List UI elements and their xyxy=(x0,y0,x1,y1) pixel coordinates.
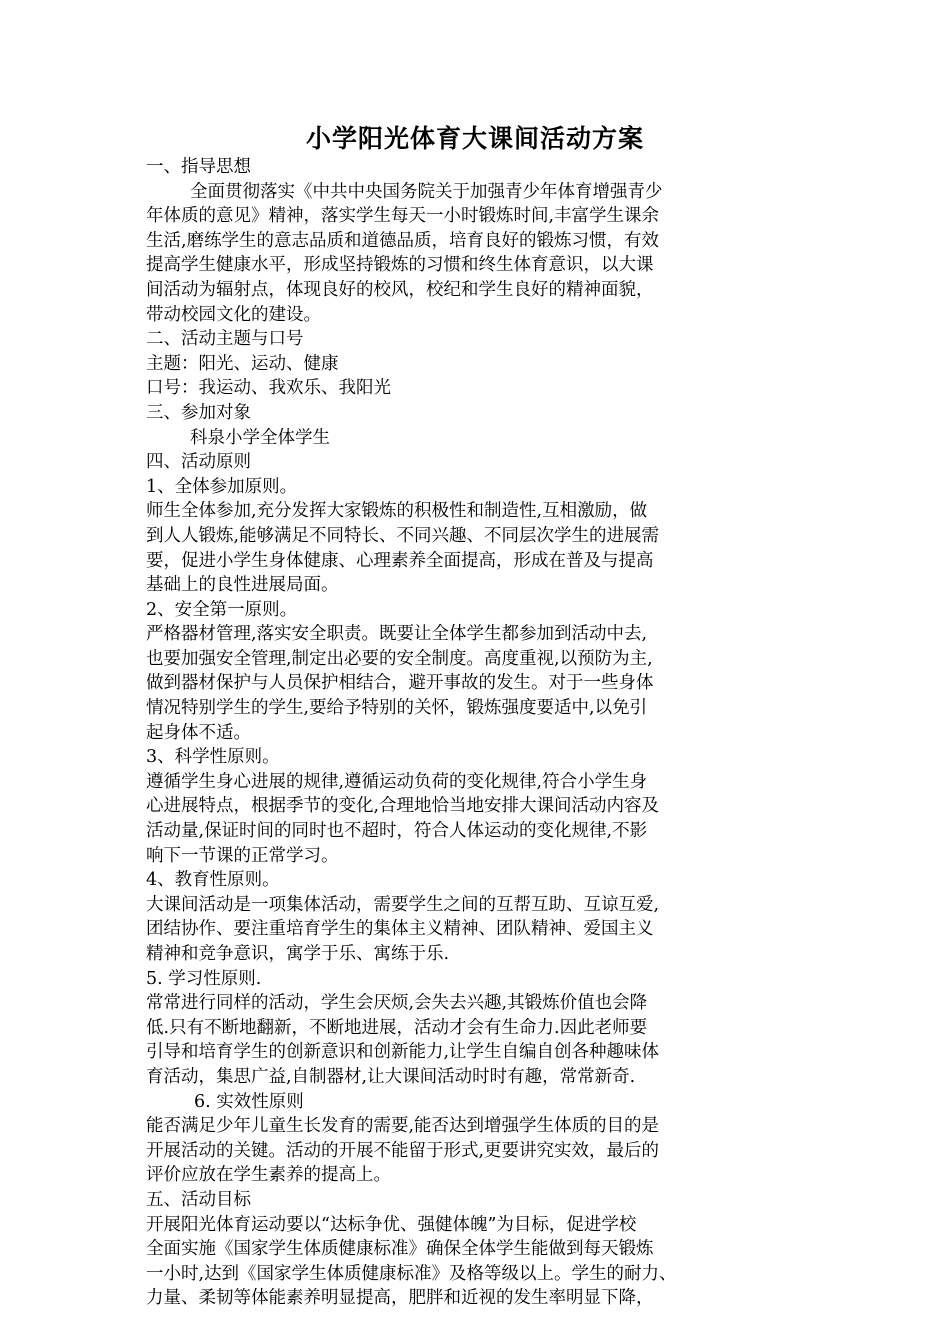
body-line: 育活动，集思广益,自制器材,让大课间活动时时有趣，常常新奇. xyxy=(146,1066,636,1087)
body-line: 全面实施《国家学生体质健康标准》确保全体学生能做到每天锻炼 xyxy=(146,1239,654,1260)
body-line: 师生全体参加,充分发挥大家锻炼的积极性和制造性,互相激励，做 xyxy=(146,501,648,522)
section-heading-goals: 五、活动目标 xyxy=(146,1189,251,1210)
body-line: 引导和培育学生的创新意识和创新能力,让学生自编自创各种趣味体 xyxy=(146,1042,660,1063)
participants-line: 科泉小学全体学生 xyxy=(190,427,330,448)
body-line: 也要加强安全管理,制定出必要的安全制度。高度重视,以预防为主, xyxy=(146,648,653,669)
body-line: 活动量,保证时间的同时也不超时，符合人体运动的变化规律,不影 xyxy=(146,821,648,842)
body-line: 带动校园文化的建设。 xyxy=(146,304,321,325)
body-line: 年体质的意见》精神，落实学生每天一小时锻炼时间,丰富学生课余 xyxy=(146,206,660,227)
body-line: 基础上的良性进展局面。 xyxy=(146,575,339,596)
body-line: 遵循学生身心进展的规律,遵循运动负荷的变化规律,符合小学生身 xyxy=(146,771,648,792)
body-line: 提高学生健康水平，形成坚持锻炼的习惯和终生体育意识，以大课 xyxy=(146,255,654,276)
body-line: 生活,磨练学生的意志品质和道德品质，培育良好的锻炼习惯，有效 xyxy=(146,230,660,251)
body-line: 力量、柔韧等体能素养明显提高，肥胖和近视的发生率明显下降， xyxy=(146,1288,654,1309)
body-line: 评价应放在学生素养的提高上。 xyxy=(146,1165,391,1186)
body-line: 做到器材保护与人员保护相结合，避开事故的发生。对于一些身体 xyxy=(146,673,654,694)
body-line: 团结协作、要注重培育学生的集体主义精神、团队精神、爱国主义 xyxy=(146,919,654,940)
principle-heading: 1、全体参加原则。 xyxy=(146,476,298,497)
body-line: 开展活动的关键。活动的开展不能留于形式,更要讲究实效，最后的 xyxy=(146,1140,660,1161)
document-title: 小学阳光体育大课间活动方案 xyxy=(305,124,644,153)
body-line: 大课间活动是一项集体活动，需要学生之间的互帮互助、互谅互爱, xyxy=(146,894,660,915)
body-line: 到人人锻炼,能够满足不同特长、不同兴趣、不同层次学生的进展需 xyxy=(146,525,660,546)
body-line: 情况特别学生的学生,要给予特别的关怀，锻炼强度要适中,以免引 xyxy=(146,698,648,719)
slogan-line: 口号：我运动、我欢乐、我阳光 xyxy=(146,378,391,399)
theme-line: 主题：阳光、运动、健康 xyxy=(146,353,339,374)
principle-heading: 2、安全第一原则。 xyxy=(146,599,298,620)
body-line: 精神和竞争意识，寓学于乐、寓练于乐. xyxy=(146,944,450,964)
body-line: 开展阳光体育运动要以“达标争优、强健体魄”为目标，促进学校 xyxy=(146,1214,637,1235)
body-line: 全面贯彻落实《中共中央国务院关于加强青少年体育增强青少 xyxy=(190,181,663,202)
body-line: 严格器材管理,落实安全职责。既要让全体学生都参加到活动中去, xyxy=(146,624,648,645)
section-heading-principles: 四、活动原则 xyxy=(146,452,251,473)
section-heading-guiding-ideology: 一、指导思想 xyxy=(146,157,251,177)
section-heading-theme-slogan: 二、活动主题与口号 xyxy=(146,329,304,350)
document-body xyxy=(146,155,816,1311)
body-line: 能否满足少年儿童生长发育的需要,能否达到增强学生体质的目的是 xyxy=(146,1116,660,1137)
body-line: 一小时,达到《国家学生体质健康标准》及格等级以上。学生的耐力、 xyxy=(146,1263,677,1284)
principle-heading: 3、科学性原则。 xyxy=(146,747,280,768)
body-line: 常常进行同样的活动，学生会厌烦,会失去兴趣,其锻炼价值也会降 xyxy=(146,993,648,1014)
body-line: 起身体不适。 xyxy=(146,722,251,743)
principle-heading: 5. 学习性原则. xyxy=(146,968,262,989)
body-line: 间活动为辐射点，体现良好的校风，校纪和学生良好的精神面貌， xyxy=(146,279,654,300)
principle-heading: 4、教育性原则。 xyxy=(146,870,280,891)
body-line: 低.只有不断地翻新，不断地进展，活动才会有生命力.因此老师要 xyxy=(146,1017,648,1038)
body-line: 心进展特点，根据季节的变化,合理地恰当地安排大课间活动内容及 xyxy=(146,796,660,817)
body-line: 响下一节课的正常学习。 xyxy=(146,845,339,866)
section-heading-participants: 三、参加对象 xyxy=(146,402,251,423)
principle-heading: 6. 实效性原则 xyxy=(194,1091,304,1112)
body-line: 要，促进小学生身体健康、心理素养全面提高，形成在普及与提高 xyxy=(146,550,654,571)
